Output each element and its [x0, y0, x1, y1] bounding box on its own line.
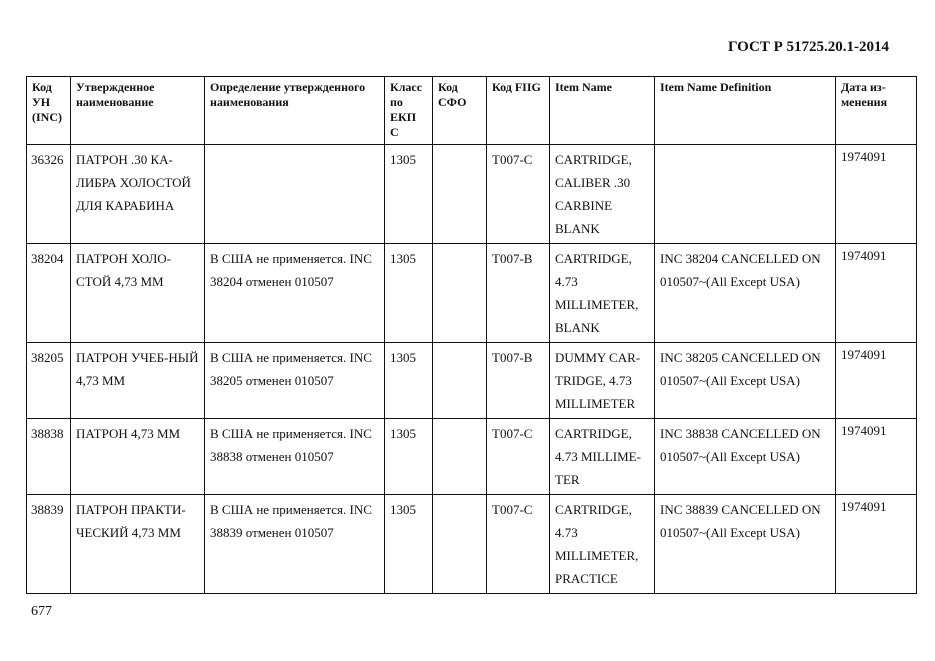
table-row	[27, 145, 917, 244]
cell-fiig: T007-B	[487, 343, 550, 419]
cell-item-def: INC 38204 CANCELLED ON 010507~(All Except USA)	[655, 244, 836, 343]
cell-name: ПАТРОН .30 КА-ЛИБРА ХОЛОСТОЙ ДЛЯ КАРАБИНА	[71, 145, 205, 244]
col-header-name: Утвержденное наименование	[71, 77, 205, 145]
table-row	[27, 495, 917, 594]
cell-sfo	[433, 343, 487, 419]
cell-inc: 36326	[27, 145, 71, 244]
col-header-definition: Определение утвержденного наименования	[205, 77, 385, 145]
cell-name: ПАТРОН ПРАКТИ-ЧЕСКИЙ 4,73 ММ	[71, 495, 205, 594]
cell-sfo	[433, 145, 487, 244]
cell-name: ПАТРОН УЧЕБ-НЫЙ 4,73 ММ	[71, 343, 205, 419]
table-header-row	[27, 77, 917, 145]
cell-date: 1974091	[836, 244, 917, 343]
cell-item-name: CARTRIDGE, 4.73 MILLIME-TER	[550, 419, 655, 495]
cell-class: 1305	[385, 343, 433, 419]
cell-fiig: T007-C	[487, 419, 550, 495]
cell-sfo	[433, 244, 487, 343]
cell-date: 1974091	[836, 343, 917, 419]
cell-class: 1305	[385, 495, 433, 594]
cell-fiig: T007-C	[487, 145, 550, 244]
cell-item-def: INC 38839 CANCELLED ON 010507~(All Except USA)	[655, 495, 836, 594]
cell-date: 1974091	[836, 145, 917, 244]
col-header-class: Класс по ЕКП С	[385, 77, 433, 145]
cell-date: 1974091	[836, 419, 917, 495]
document-standard-title: ГОСТ Р 51725.20.1-2014	[727, 39, 889, 55]
cell-sfo	[433, 419, 487, 495]
cell-definition: В США не применяется. INC 38205 отменен 010507	[205, 343, 385, 419]
col-header-sfo: Код СФО	[433, 77, 487, 145]
table-row	[27, 244, 917, 343]
col-header-fiig: Код FIIG	[487, 77, 550, 145]
page-number: 677	[31, 604, 52, 619]
cell-sfo	[433, 495, 487, 594]
cell-date: 1974091	[836, 495, 917, 594]
cell-inc: 38838	[27, 419, 71, 495]
cell-item-name: DUMMY CAR-TRIDGE, 4.73 MILLIMETER	[550, 343, 655, 419]
item-table	[26, 76, 917, 594]
cell-definition: В США не применяется. INC 38204 отменен 010507	[205, 244, 385, 343]
cell-inc: 38204	[27, 244, 71, 343]
cell-class: 1305	[385, 244, 433, 343]
cell-item-name: CARTRIDGE, 4.73 MILLIMETER, PRACTICE	[550, 495, 655, 594]
cell-fiig: T007-C	[487, 495, 550, 594]
cell-item-name: CARTRIDGE, 4.73 MILLIMETER, BLANK	[550, 244, 655, 343]
cell-definition: В США не применяется. INC 38838 отменен 010507	[205, 419, 385, 495]
cell-item-def: INC 38205 CANCELLED ON 010507~(All Except USA)	[655, 343, 836, 419]
cell-definition	[205, 145, 385, 244]
col-header-inc: Код УН (INC)	[27, 77, 71, 145]
cell-item-def	[655, 145, 836, 244]
col-header-item-name: Item Name	[550, 77, 655, 145]
col-header-date: Дата из-менения	[836, 77, 917, 145]
cell-inc: 38205	[27, 343, 71, 419]
col-header-item-def: Item Name Definition	[655, 77, 836, 145]
table-row	[27, 343, 917, 419]
cell-item-name: CARTRIDGE, CALIBER .30 CARBINE BLANK	[550, 145, 655, 244]
cell-name: ПАТРОН ХОЛО-СТОЙ 4,73 ММ	[71, 244, 205, 343]
cell-item-def: INC 38838 CANCELLED ON 010507~(All Except USA)	[655, 419, 836, 495]
cell-fiig: T007-B	[487, 244, 550, 343]
table-row	[27, 419, 917, 495]
cell-inc: 38839	[27, 495, 71, 594]
cell-name: ПАТРОН 4,73 ММ	[71, 419, 205, 495]
cell-definition: В США не применяется. INC 38839 отменен 010507	[205, 495, 385, 594]
cell-class: 1305	[385, 419, 433, 495]
cell-class: 1305	[385, 145, 433, 244]
